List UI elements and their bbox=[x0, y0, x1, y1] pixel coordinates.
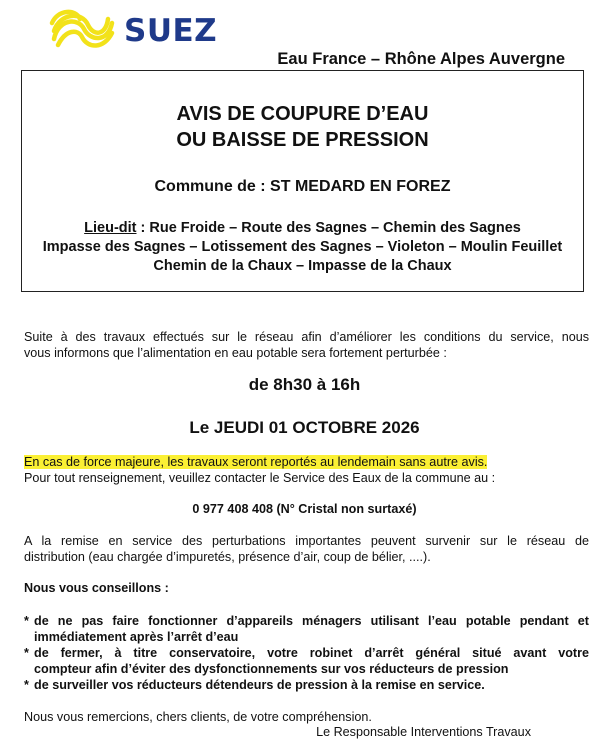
outage-hours: de 8h30 à 16h bbox=[248, 375, 361, 394]
advice-item bbox=[24, 645, 589, 677]
notice-title-line2: OU BAISSE DE PRESSION bbox=[176, 129, 429, 151]
advice-line1: de ne pas faire fonctionner d’appareils ménagers utilisant l’eau potable pendant et bbox=[34, 614, 589, 628]
notice-box bbox=[21, 70, 584, 292]
bullet-mark: * bbox=[24, 678, 29, 692]
contact-line: Pour tout renseignement, veuillez contacter le Service des Eaux de la commune au : bbox=[24, 471, 496, 485]
advice-item bbox=[24, 677, 589, 693]
bullet-mark: * bbox=[24, 646, 29, 660]
brand-name: SUEZ bbox=[124, 13, 218, 49]
advice-item bbox=[24, 613, 589, 645]
info-paragraph bbox=[24, 454, 589, 486]
suez-logo bbox=[48, 8, 217, 54]
force-majeure-line bbox=[24, 454, 589, 470]
lieu-dit-label: Lieu-dit bbox=[84, 220, 137, 236]
advice-line1: de fermer, à titre conservatoire, votre robinet d’arrêt général situé avant votre bbox=[34, 646, 589, 660]
intro-paragraph bbox=[24, 329, 589, 361]
commune-name: Commune de : ST MEDARD EN FOREZ bbox=[154, 178, 451, 195]
intro-line2: vous informons que l’alimentation en eau potable sera fortement perturbée : bbox=[24, 346, 447, 360]
places-line2: Impasse des Sagnes – Lotissement des Sagnes – Violeton – Moulin Feuillet bbox=[42, 239, 563, 255]
thanks-line: Nous vous remercions, chers clients, de votre compréhension. bbox=[24, 710, 372, 724]
affected-places bbox=[22, 219, 583, 276]
places-line1 bbox=[22, 219, 583, 238]
outage-date: Le JEUDI 01 OCTOBRE 2026 bbox=[189, 418, 420, 437]
places-line3: Chemin de la Chaux – Impasse de la Chaux bbox=[153, 258, 452, 274]
risk-line1: A la remise en service des perturbations importantes peuvent survenir sur le réseau de bbox=[24, 534, 589, 548]
advice-line2: immédiatement après l’arrêt d’eau bbox=[34, 630, 239, 644]
intro-line1: Suite à des travaux effectués sur le réseau afin d’améliorer les conditions du service, nous bbox=[24, 330, 589, 344]
advice-line2: compteur afin d’éviter des dysfonctionnements sur vos réducteurs de pression bbox=[34, 662, 509, 676]
advice-heading: Nous vous conseillons : bbox=[24, 581, 169, 595]
region-title: Eau France – Rhône Alpes Auvergne bbox=[277, 50, 565, 68]
phone-number: 0 977 408 408 (N° Cristal non surtaxé) bbox=[192, 502, 417, 516]
signature-line: Le Responsable Interventions Travaux bbox=[316, 725, 531, 739]
suez-swirl-icon bbox=[48, 9, 118, 53]
risk-line2: distribution (eau chargée d’impuretés, présence d’air, coup de bélier, ....). bbox=[24, 550, 431, 564]
bullet-mark: * bbox=[24, 614, 29, 628]
advice-line1: de surveiller vos réducteurs détendeurs de pression à la remise en service. bbox=[34, 678, 485, 692]
places-line1-text: : Rue Froide – Route des Sagnes – Chemin des Sagnes bbox=[136, 220, 521, 236]
force-majeure-highlight: En cas de force majeure, les travaux seront reportés au lendemain sans autre avis. bbox=[24, 455, 488, 469]
notice-title bbox=[22, 101, 583, 153]
risk-paragraph bbox=[24, 533, 589, 565]
notice-title-line1: AVIS DE COUPURE D’EAU bbox=[176, 103, 429, 125]
